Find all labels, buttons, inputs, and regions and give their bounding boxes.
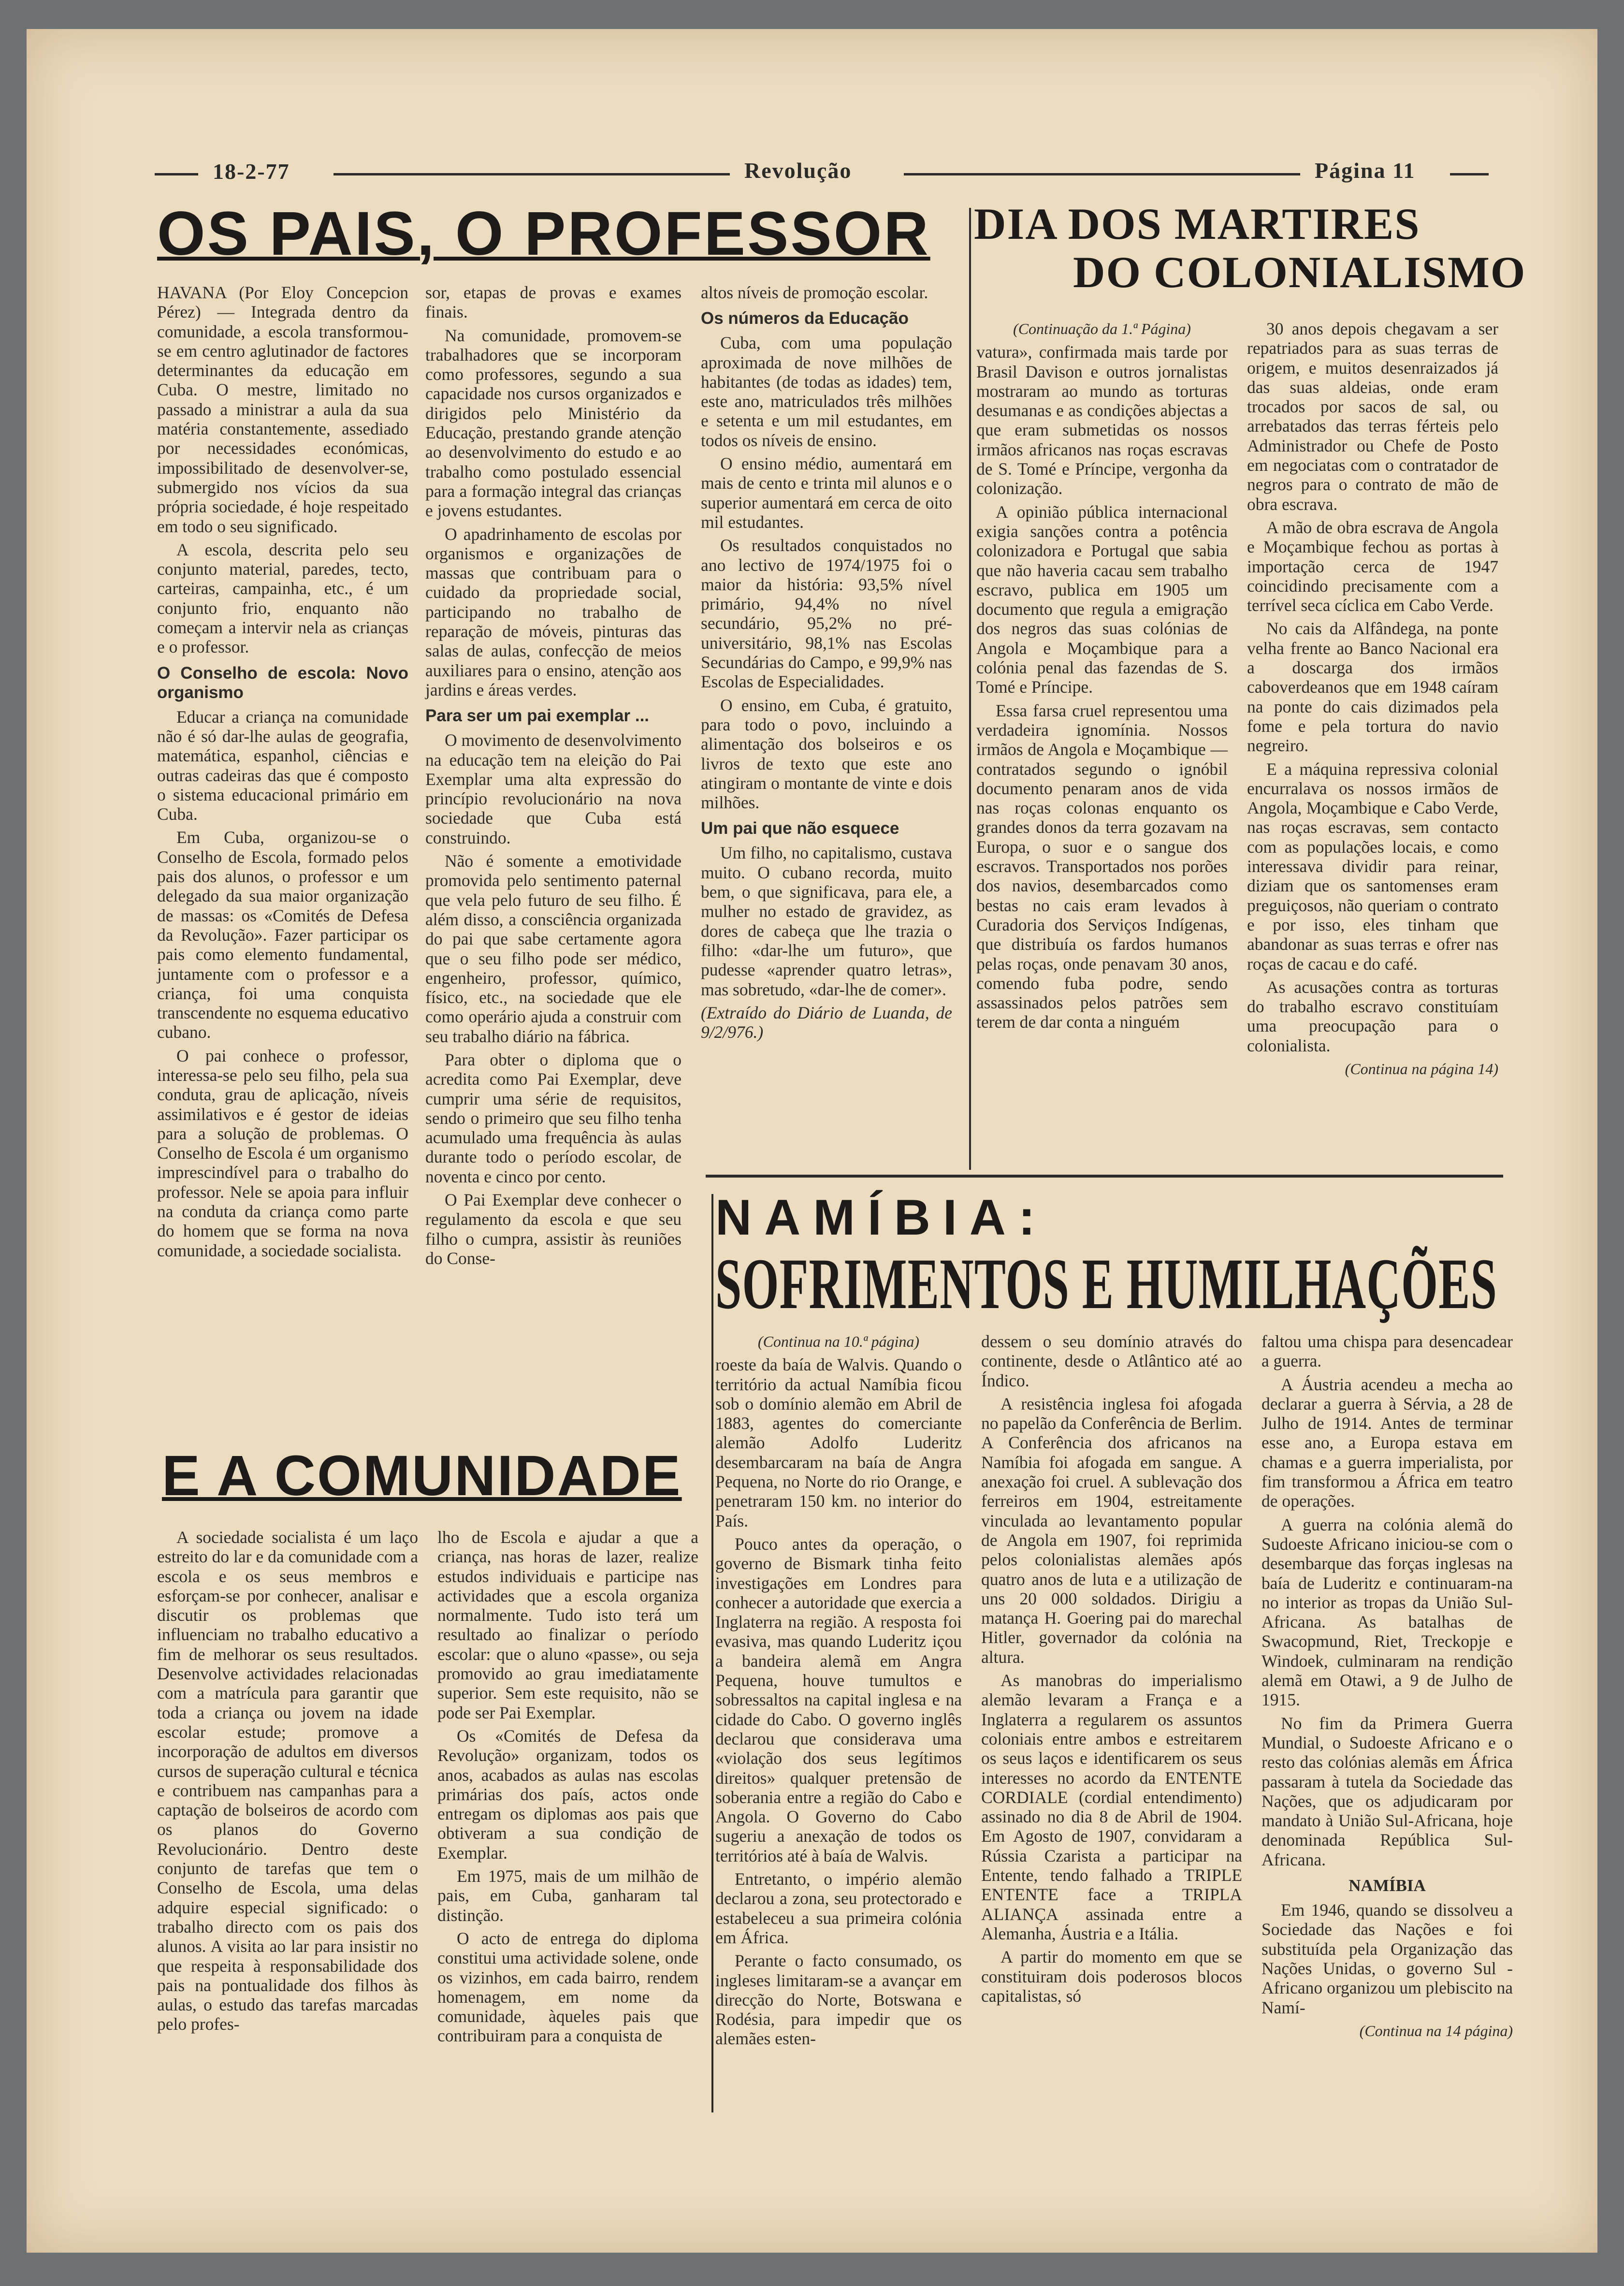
paragraph: A guerra na colónia alemã do Sudoeste Africano iniciou-se com o desembarque das forças inglesas na baía de Luderitz e continuaram-na no interior as tropas da União Sul-Africana. As batalhas de Swacopmund, Riet, Treckopje e Windoek, culminaram na rendição alemã em Otawi, a 9 de Julho de 1915. [1262,1514,1513,1710]
continuation-note: (Continua na 14 página) [1359,2022,1513,2039]
continuation-note: (Continuação da 1.ª Página) [1013,320,1191,337]
paragraph: Educar a criança na comunidade não é só dar-lhe aulas de geografia, matemática, espanhol, ciências e outras cadeiras das que é composto o sistema educacional primário em Cuba. [157,707,408,824]
martires-column-1 [976,319,1228,1036]
paragraph: Perante o facto consumado, os ingleses limitaram-se a avançar em direcção do Norte, Botswana e Rodésia, para impedir que os alemães esten- [715,1951,962,2049]
header-page-number: Página 11 [1315,158,1416,183]
paragraph: No fim da Primera Guerra Mundial, o Sudoeste Africano e o resto das colónias alemãs em África passaram à tutela da Sociedade das Nações, que os adjudicaram por mandato à União Sul-Africana, hoje denominada República Sul-Africana. [1262,1713,1513,1869]
paragraph: lho de Escola e ajudar a que a criança, nas horas de lazer, realize estudos individuais e participe nas actividades que a escola organiza normalmente. Tudo isto terá um resultado ao finalizar o período escolar: que o aluno «passe», ou seja promovido ao grau imediatamente superior. Sem este requisito, não se pode ser Pai Exemplar. [437,1528,698,1722]
header-date: 18-2-77 [213,159,290,184]
paragraph: HAVANA (Por Eloy Concepcion Pérez) — Integrada dentro da comunidade, a escola transformou-se em centro aglutinador de factores determinantes da educação em Cuba. O mestre, limitado no passado a ministrar a aula da sua matéria constantemente, assediado por necessidades económicas, impossibilitado de desenvolver-se, submergido nos vícios da sua própria sociedade, é hoje respeitado em todo o seu significado. [157,283,408,536]
pais-headline-bottom: E A COMUNIDADE [162,1444,682,1508]
paragraph: altos níveis de promoção escolar. [701,283,928,302]
paragraph: Os «Comités de Defesa da Revolução» organizam, todos os anos, acabados as aulas nas escolas primárias dos país, actos onde entregam os diplomas aos pais que obtiveram a sua condição de Exemplar. [437,1726,698,1863]
subheading: Os números da Educação [701,309,909,328]
pais-bottom-column-2 [437,1528,698,2050]
paragraph: A resistência inglesa foi afogada no papelão da Conferência de Berlim. A Conferência dos africanos na Namíbia foi afogada em sangue. A anexação foi cruel. A sublevação dos ferreiros em 1904, estreitamente vinculada ao levantamento popular de Angola em 1907, foi reprimida pelos colonialistas alemães após quatro anos de luta e a utilização de uns 20 000 soldados. Dirigiu a matança H. Goering pai do marechal Hitler, governador da colónia na altura. [981,1394,1242,1667]
paragraph: O Pai Exemplar deve conhecer o regulamento da escola e que seu filho o cumpra, assistir às reuniões do Conse- [425,1190,682,1268]
paragraph: Entretanto, o império alemão declarou a zona, seu protectorado e estabeleceu a sua primeira colónia em África. [715,1869,962,1947]
pais-column-1 [157,283,408,1264]
continuation-note: (Continua na 10.ª página) [757,1333,920,1350]
pais-bottom-column-1 [157,1528,418,2038]
paragraph: O movimento de desenvolvimento na educação tem na eleição do Pai Exemplar uma alta expressão do princípio revolucionário na nova sociedade que Cuba está construindo. [425,730,682,847]
paragraph: A sociedade socialista é um laço estreito do lar e da comunidade com a escola e os seus membros e esforçam-se por conhecer, analisar e discutir os problemas que influenciam no trabalho educativo a fim de melhorar os seus resultados. Desenvolve actividades relacionadas com a matrícula para garantir que toda a criança ou jovem na idade escolar estude; promove a incorporação de adultos em diversos cursos de superação cultural e técnica e contribuem nas campanhas para a captação de bolseiros de acordo com os planos do Governo Revolucionário. Dentro deste conjunto de tarefas que tem o Conselho de Escola, uma delas adquire especial significado: o trabalho directo com os pais dos alunos. A visita ao lar para insistir no que respeita à responsabilidade dos pais na pontualidade dos filhos às aulas, o estudo das tarefas marcadas pelo profes- [157,1528,418,2034]
paragraph: A escola, descrita pelo seu conjunto material, paredes, tecto, carteiras, campainha, etc., é um conjunto frio, enquanto não começam a intervir nela as crianças e o professor. [157,539,408,657]
paragraph: No cais da Alfândega, na ponte velha frente ao Banco Nacional era a doscarga dos irmãos caboverdeanos que em 1948 caíram na ponte do cais dizimados pela fome e pela tortura do navio negreiro. [1247,619,1498,756]
header-rule-mid-right [904,173,1300,175]
namibia-column-1 [715,1332,962,2053]
paragraph: A opinião pública internacional exigia sanções contra a potência colonizadora e Portugal que sabia que não haveria cacau sem trabalho escravo, publica em 1905 um documento que regula a emigração dos negros das suas colónias de Angola e Moçambique para a colónia penal das fazendas de S. Tomé e Príncipe. [976,502,1228,697]
paragraph: Essa farsa cruel representou uma verdadeira ignomínia. Nossos irmãos de Angola e Moçambique — contratados segundo o ignóbil documento penaram anos de vida nas roças colonas enquanto os grandes donos da terra gozavam na Europa, o suor e o sangue dos escravos. Transportados nos porões dos navios, desembarcados como bestas no cais eram levados à Curadoria dos Serviços Indígenas, que distribuía os fardos humanos pelas roças, onde penavam 30 anos, comendo fuba podre, sendo assassinados pelos patrões sem terem de dar conta a ninguém [976,700,1228,1032]
header-rule-left [155,173,198,175]
paragraph: O ensino, em Cuba, é gratuito, para todo o povo, incluindo a alimentação dos bolseiros e os livros de texto que este ano atingiram o montante de vinte e dois milhões. [701,695,952,813]
header-rule-mid-left [334,173,730,175]
paragraph: A partir do momento em que se constituiram dois poderosos blocos capitalistas, só [981,1947,1242,2006]
paragraph: O ensino médio, aumentará em mais de cento e trinta mil alunos e o superior aumentará em cerca de oito mil estudantes. [701,454,952,532]
column-divider [969,208,971,1170]
section-divider [706,1175,1503,1178]
namibia-headline-line-1: NAMÍBIA: [715,1190,1048,1246]
pais-headline-top: OS PAIS, O PROFESSOR [157,199,930,268]
header-newspaper-name: Revolução [744,158,852,183]
paragraph: O acto de entrega do diploma constitui uma actividade solene, onde os vizinhos, em cada bairro, rendem homenagem, em nome da comunidade, àqueles pais que contribuiram para a conquista de [437,1928,698,2046]
paragraph: Para obter o diploma que o acredita como Pai Exemplar, deve cumprir uma série de requisitos, sendo o primeiro que seu filho tenha acumulado uma frequência às aulas durante todo o período escolar, de noventa e cinco por cento. [425,1049,682,1186]
paragraph: roeste da baía de Walvis. Quando o território da actual Namíbia ficou sob o domínio alemão em Abril de 1883, agentes do comerciante alemão Adolfo Luderitz desembarcaram na baía de Angra Pequena, no Norte do rio Orange, e penetraram 150 km. no interior do País. [715,1355,962,1530]
subheading: Um pai que não esquece [701,819,899,838]
paragraph: Um filho, no capitalismo, custava muito. O cubano recorda, muito bem, o que significava, para ele, a mulher no estado de gravidez, as dores de cabeça que lhe trazia o filho: «dar-lhe um futuro», que pudesse «aprender quatro letras», mas sobretudo, «dar-lhe de comer». [701,843,952,999]
paragraph: dessem o seu domínio através do continente, desde o Atlântico até ao Índico. [981,1332,1242,1390]
source-note: (Extraído do Diário de Luanda, de 9/2/976.) [701,1003,952,1042]
subheading: NAMÍBIA [1348,1876,1426,1895]
paragraph: O apadrinhamento de escolas por organismos e organizações de massas que contribuam para o cuidado da propriedade social, participando no trabalho de reparação de móveis, pinturas das salas de aulas, confecção de meios auxiliares para o ensino, atenção aos jardins e áreas verdes. [425,524,682,699]
paragraph: faltou uma chispa para desencadear a guerra. [1262,1332,1513,1371]
namibia-column-3 [1262,1332,1513,2044]
continuation-note: (Continua na página 14) [1345,1060,1498,1077]
paragraph: O pai conhece o professor, interessa-se pelo seu filho, pela sua conduta, grau de aplicação, níveis assimilativos e é gestor de ideias para a solução de problemas. O Conselho de Escola é um organismo imprescindível para o trabalho do professor. Nele se apoia para influir na conduta da criança como parte do homem que se forma na nova comunidade, a sociedade socialista. [157,1046,408,1260]
paragraph: As manobras do imperialismo alemão levaram a França e a Inglaterra a regularem os assuntos coloniais entre ambos e estreitarem os seus laços e identificarem os seus interesses no acordo da ENTENTE CORDIALE (cordial entendimento) assinado no dia 8 de Abril de 1904. Em Agosto de 1907, convidaram a Rússia Czarista a participar na Entente, tendo falhado a TRIPLE ENTENTE face a TRIPLA ALIANÇA assinada entre a Alemanha, Áustria e a Itália. [981,1671,1242,1943]
paragraph: As acusações contra as torturas do trabalho escravo constituíam uma preocupação para o colonialista. [1247,977,1498,1055]
paragraph: 30 anos depois chegavam a ser repatriados para as suas terras de origem, e muitos desenraizados já das suas aldeias, onde eram trocados por sacos de sal, ou arrebatados das terras férteis pelo Administrador ou Chefe de Posto em negociatas com o contratador de negros para o contrato de mão de obra escrava. [1247,319,1498,514]
paragraph: Em Cuba, organizou-se o Conselho de Escola, formado pelos pais dos alunos, o professor e um delegado da sua maior organização de massas: os «Comités de Defesa da Revolução». Fazer participar os pais como elemento fundamental, juntamente com o professor e a criança, foi uma conquista transcendente no esquema educativo cubano. [157,828,408,1042]
martires-headline-line-1: DIA DOS MARTIRES [974,199,1421,248]
namibia-headline-line-2: SOFRIMENTOS E HUMILHAÇÕES [715,1244,1498,1324]
pais-column-2 [425,283,682,1272]
paragraph: Na comunidade, promovem-se trabalhadores que se incorporam como professores, segundo a sua capacidade nos cursos organizados e dirigidos pelo Ministério da Educação, prestando grande atenção ao desenvolvimento do estudo e ao trabalho como postulado essencial para a formação integral das crianças e jovens estudantes. [425,325,682,521]
paragraph: Em 1975, mais de um milhão de pais, em Cuba, ganharam tal distinção. [437,1866,698,1925]
paragraph: Pouco antes da operação, o governo de Bismark tinha feito investigações em Londres para conhecer a autoridade que exercia a Inglaterra na região. A resposta foi evasiva, mas quando Luderitz içou a bandeira alemã em Angra Pequena, houve tumultos e sobressaltos na capital inglesa e na cidade do Cabo. O governo inglês declarou que considerava uma «violação dos seus legítimos direitos» qualquer pretensão de soberania entre a região do Cabo e Angola. O Governo do Cabo sugeriu a anexação de todos os territórios até à baía de Walvis. [715,1534,962,1865]
subheading: O Conselho de escola: Novo organismo [157,663,408,702]
paragraph: Os resultados conquistados no ano lectivo de 1974/1975 foi o maior da história: 93,5% nível primário, 94,4% no nível secundário, 95,2% no pré-universitário, 98,1% nas Escolas Secundárias do Campo, e 99,9% nas Escolas de Especialidades. [701,536,952,692]
paragraph: E a máquina repressiva colonial encurralava os nossos irmãos de Angola, Moçambique e Cabo Verde, nas roças escravas, sem contacto com as populações locais, e como interessava dividir para reinar, diziam que os santomenses eram preguiçosos, não queriam o contrato e por isso, eles tinham que abandonar as suas terras e ofrer nas roças de cacau e do café. [1247,759,1498,974]
paragraph: vatura», confirmada mais tarde por Brasil Davison e outros jornalistas mostraram ao mundo as torturas desumanas e as condições abjectas a que eram submetidas os nossos irmãos africanos nas roças escravas de S. Tomé e Príncipe, vergonha da colonização. [976,342,1228,498]
header-rule-right [1450,173,1489,175]
pais-column-3 [701,283,952,1046]
paragraph: Não é somente a emotividade promovida pelo sentimento paternal que vela pelo futuro de seu filho. É além disso, a consciência organizada do pai que sabe certamente agora que o seu filho pode ser médico, engenheiro, professor, químico, físico, etc., na sociedade que ele como operário ajuda a construir com seu trabalho diário na fábrica. [425,851,682,1046]
paragraph: Em 1946, quando se dissolveu a Sociedade das Nações e foi substituída pela Organização das Nações Unidas, o governo Sul - Africano organizou um plebiscito na Namí- [1262,1900,1513,2017]
paragraph: A mão de obra escrava de Angola e Moçambique fechou as portas à importação cerca de 1947 coincidindo precisamente com a terrível seca cíclica em Cabo Verde. [1247,517,1498,615]
martires-headline-line-2: DO COLONIALISMO [1073,248,1526,297]
subheading: Para ser um pai exemplar ... [425,706,650,726]
martires-column-2 [1247,319,1498,1082]
paragraph: A Áustria acendeu a mecha ao declarar a guerra à Sérvia, a 28 de Julho de 1914. Antes de terminar esse ano, a Europa estava em chamas e a guerra imperialista, por fim transformou a África em teatro de operações. [1262,1374,1513,1511]
namibia-column-2 [981,1332,1242,2009]
paragraph: sor, etapas de provas e exames finais. [425,283,682,322]
column-divider [711,1194,713,2112]
paragraph: Cuba, com uma população aproximada de nove milhões de habitantes (de todas as idades) tem, este ano, matriculados três milhões e setenta e um mil estudantes, em todos os níveis de ensino. [701,333,952,450]
